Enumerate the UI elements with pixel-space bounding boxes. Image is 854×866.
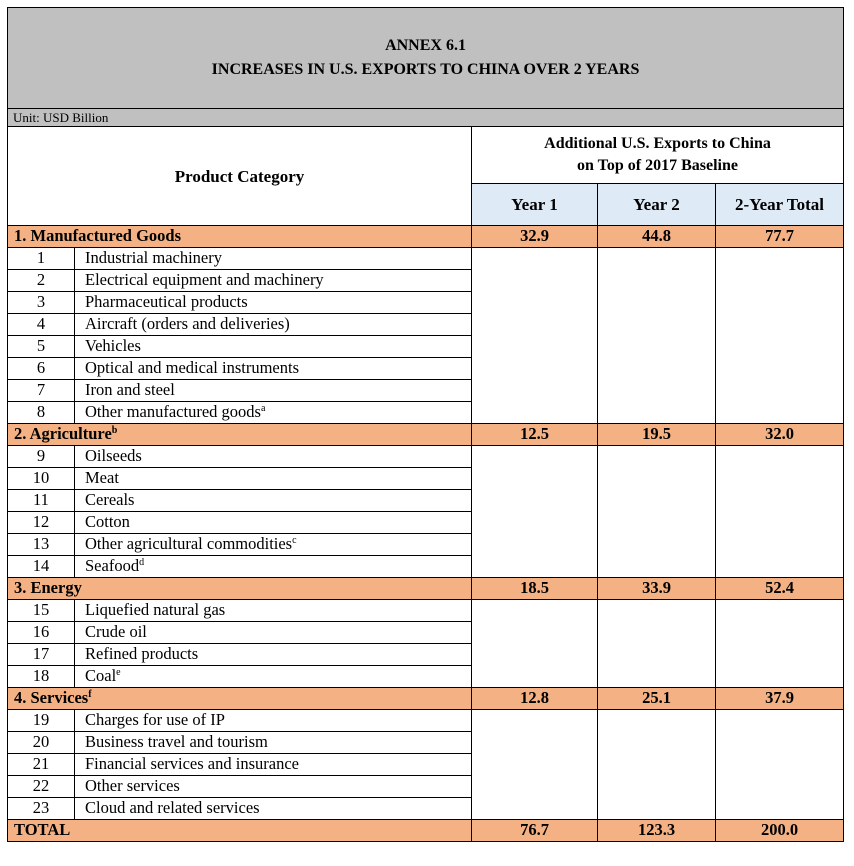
group-year2-value: 25.1: [598, 688, 716, 710]
group-year1-value: 18.5: [472, 578, 598, 600]
empty-year2-cell: [598, 248, 716, 424]
item-number: 9: [8, 446, 75, 468]
two-year-total-header: 2-Year Total: [716, 184, 844, 226]
table-row: [8, 710, 844, 732]
group-label-text: 4. Services: [14, 688, 89, 708]
title-row: [8, 8, 844, 109]
table-title: [8, 8, 844, 109]
footnote-marker: a: [260, 403, 266, 415]
table-row: [8, 446, 844, 468]
item-label-text: Crude oil: [85, 622, 147, 642]
group-label-text: 2. Agriculture: [14, 424, 112, 444]
item-label-text: Aircraft (orders and deliveries): [85, 314, 290, 334]
empty-year2-cell: [598, 710, 716, 820]
group-year2-value: 19.5: [598, 424, 716, 446]
product-category-header: Product Category: [8, 127, 472, 226]
title-line-2: INCREASES IN U.S. EXPORTS TO CHINA OVER 2 YEARS: [211, 61, 640, 78]
group-year2-value: 33.9: [598, 578, 716, 600]
table-row: [8, 600, 844, 622]
item-label: [75, 490, 472, 512]
group-label: [8, 688, 472, 710]
item-number: 2: [8, 270, 75, 292]
item-label: [75, 534, 472, 556]
item-number: 18: [8, 666, 75, 688]
group-label: [8, 578, 472, 600]
item-number: 21: [8, 754, 75, 776]
item-number: 23: [8, 798, 75, 820]
item-label-text: Other services: [85, 776, 180, 796]
year2-header: Year 2: [598, 184, 716, 226]
additional-exports-header: [472, 127, 844, 184]
empty-year1-cell: [472, 248, 598, 424]
total-year1-value: 76.7: [472, 820, 598, 842]
item-label-text: Liquefied natural gas: [85, 600, 226, 620]
item-label: [75, 776, 472, 798]
header-row-1: [8, 127, 844, 184]
item-label-text: Other agricultural commodities: [85, 534, 293, 554]
empty-year2-cell: [598, 446, 716, 578]
group-total-value: 77.7: [716, 226, 844, 248]
item-number: 4: [8, 314, 75, 336]
item-number: 6: [8, 358, 75, 380]
group-total-value: 32.0: [716, 424, 844, 446]
group-row: [8, 578, 844, 600]
item-label-text: Industrial machinery: [85, 248, 222, 268]
item-label-text: Cotton: [85, 512, 130, 532]
item-number: 11: [8, 490, 75, 512]
item-label: [75, 314, 472, 336]
item-label-text: Refined products: [85, 644, 199, 664]
item-label-text: Optical and medical instruments: [85, 358, 299, 378]
item-label-text: Oilseeds: [85, 446, 142, 466]
item-label-text: Charges for use of IP: [85, 710, 225, 730]
item-label: [75, 336, 472, 358]
item-number: 1: [8, 248, 75, 270]
item-label-text: Cereals: [85, 490, 135, 510]
item-number: 20: [8, 732, 75, 754]
total-label: TOTAL: [8, 820, 472, 842]
item-label-text: Other manufactured goods: [85, 402, 261, 422]
total-year2-value: 123.3: [598, 820, 716, 842]
group-row: [8, 424, 844, 446]
item-number: 14: [8, 556, 75, 578]
group-label-text: 1. Manufactured Goods: [14, 226, 181, 246]
group-year1-value: 12.5: [472, 424, 598, 446]
title-line-1: ANNEX 6.1: [385, 37, 466, 54]
item-label: [75, 666, 472, 688]
empty-total-cell: [716, 248, 844, 424]
item-label: [75, 468, 472, 490]
group-label: [8, 226, 472, 248]
item-label-text: Iron and steel: [85, 380, 175, 400]
table-row: [8, 248, 844, 270]
group-year1-value: 32.9: [472, 226, 598, 248]
annex-table-container: [7, 7, 843, 842]
footnote-marker: c: [292, 535, 297, 547]
footnote-marker: e: [116, 667, 121, 679]
item-label: [75, 380, 472, 402]
item-number: 17: [8, 644, 75, 666]
item-label: [75, 270, 472, 292]
item-label: [75, 402, 472, 424]
group-row: [8, 688, 844, 710]
group-label-text: 3. Energy: [14, 578, 82, 598]
footnote-marker: b: [111, 425, 118, 437]
additional-header-line-1: Additional U.S. Exports to China: [544, 135, 771, 152]
item-number: 16: [8, 622, 75, 644]
empty-total-cell: [716, 600, 844, 688]
item-label: [75, 600, 472, 622]
group-label: [8, 424, 472, 446]
exports-table: [7, 7, 844, 842]
item-label-text: Vehicles: [85, 336, 141, 356]
item-number: 8: [8, 402, 75, 424]
item-label-text: Meat: [85, 468, 119, 488]
total-total-value: 200.0: [716, 820, 844, 842]
item-label: [75, 358, 472, 380]
footnote-marker: d: [139, 557, 145, 569]
empty-total-cell: [716, 446, 844, 578]
group-total-value: 52.4: [716, 578, 844, 600]
item-number: 15: [8, 600, 75, 622]
item-label-text: Business travel and tourism: [85, 732, 268, 752]
item-label: [75, 754, 472, 776]
item-number: 12: [8, 512, 75, 534]
item-label: [75, 292, 472, 314]
footnote-marker: f: [88, 689, 92, 701]
empty-total-cell: [716, 710, 844, 820]
group-year1-value: 12.8: [472, 688, 598, 710]
item-label: [75, 710, 472, 732]
unit-row: [8, 109, 844, 127]
item-label: [75, 556, 472, 578]
item-label: [75, 446, 472, 468]
group-total-value: 37.9: [716, 688, 844, 710]
item-label-text: Electrical equipment and machinery: [85, 270, 324, 290]
year1-header: Year 1: [472, 184, 598, 226]
item-number: 7: [8, 380, 75, 402]
item-label-text: Financial services and insurance: [85, 754, 299, 774]
item-label: [75, 512, 472, 534]
item-label-text: Cloud and related services: [85, 798, 260, 818]
item-number: 10: [8, 468, 75, 490]
group-year2-value: 44.8: [598, 226, 716, 248]
additional-header-line-2: on Top of 2017 Baseline: [577, 157, 738, 174]
item-label-text: Seafood: [85, 556, 140, 576]
empty-year2-cell: [598, 600, 716, 688]
item-label: [75, 644, 472, 666]
item-number: 5: [8, 336, 75, 358]
item-label: [75, 622, 472, 644]
item-number: 3: [8, 292, 75, 314]
item-number: 22: [8, 776, 75, 798]
item-label-text: Pharmaceutical products: [85, 292, 248, 312]
item-number: 19: [8, 710, 75, 732]
unit-label: Unit: USD Billion: [8, 109, 844, 127]
item-label-text: Coal: [85, 666, 117, 686]
empty-year1-cell: [472, 600, 598, 688]
item-label: [75, 798, 472, 820]
item-label: [75, 248, 472, 270]
empty-year1-cell: [472, 710, 598, 820]
item-number: 13: [8, 534, 75, 556]
empty-year1-cell: [472, 446, 598, 578]
group-row: [8, 226, 844, 248]
item-label: [75, 732, 472, 754]
total-row: [8, 820, 844, 842]
